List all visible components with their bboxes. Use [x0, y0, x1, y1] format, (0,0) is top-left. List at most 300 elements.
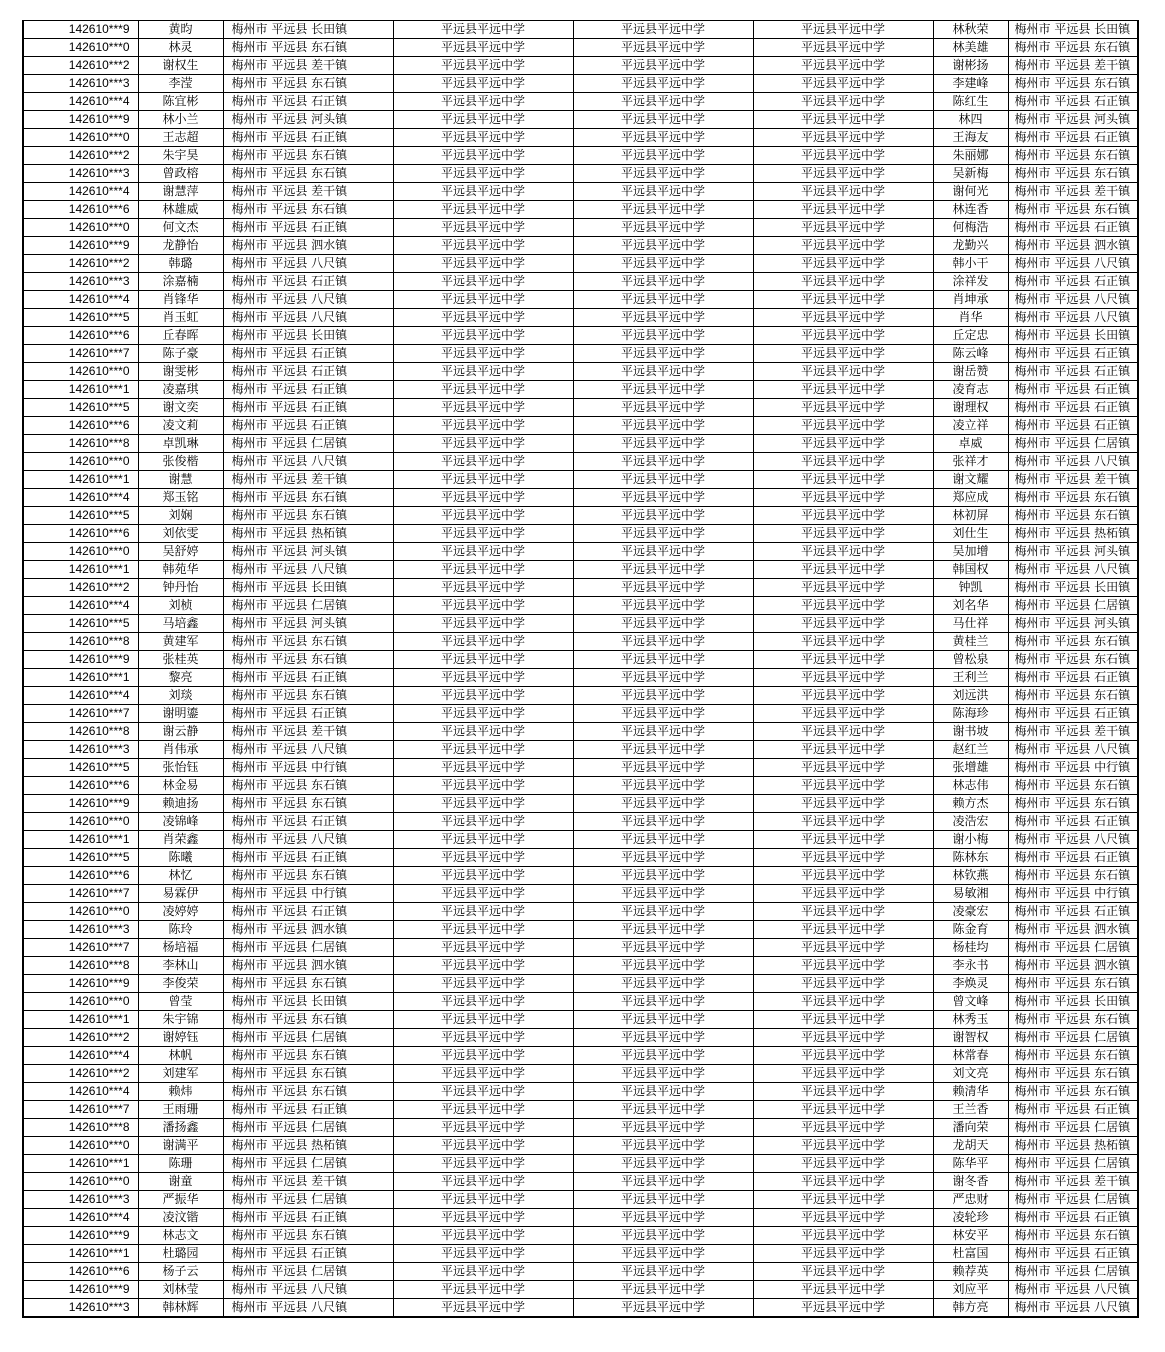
school-choice-3-cell: 平远县平远中学 — [753, 579, 933, 597]
school-choice-2-cell: 平远县平远中学 — [573, 921, 753, 939]
student-name-cell: 谢雯彬 — [138, 363, 223, 381]
school-choice-2-cell: 平远县平远中学 — [573, 669, 753, 687]
table-row — [23, 921, 1138, 939]
student-name-cell: 谢满平 — [138, 1137, 223, 1155]
table-row — [23, 93, 1138, 111]
guardian-address-cell: 梅州市 平远县 东石镇 — [1008, 39, 1138, 57]
guardian-address-cell: 梅州市 平远县 石正镇 — [1008, 903, 1138, 921]
table-row — [23, 1173, 1138, 1191]
school-choice-1-cell: 平远县平远中学 — [393, 1011, 573, 1029]
guardian-address-cell: 梅州市 平远县 热柘镇 — [1008, 1137, 1138, 1155]
student-address-cell: 梅州市 平远县 八尺镇 — [223, 1299, 393, 1318]
school-choice-2-cell: 平远县平远中学 — [573, 75, 753, 93]
guardian-name-cell: 吴加增 — [933, 543, 1008, 561]
table-row — [23, 813, 1138, 831]
school-choice-3-cell: 平远县平远中学 — [753, 1245, 933, 1263]
school-choice-1-cell: 平远县平远中学 — [393, 129, 573, 147]
guardian-name-cell: 张增雄 — [933, 759, 1008, 777]
student-name-cell: 凌锦峰 — [138, 813, 223, 831]
school-choice-3-cell: 平远县平远中学 — [753, 813, 933, 831]
school-choice-2-cell: 平远县平远中学 — [573, 219, 753, 237]
school-choice-3-cell: 平远县平远中学 — [753, 669, 933, 687]
school-choice-2-cell: 平远县平远中学 — [573, 201, 753, 219]
student-address-cell: 梅州市 平远县 八尺镇 — [223, 309, 393, 327]
student-name-cell: 杜璐园 — [138, 1245, 223, 1263]
table-row — [23, 525, 1138, 543]
school-choice-1-cell: 平远县平远中学 — [393, 399, 573, 417]
student-address-cell: 梅州市 平远县 石正镇 — [223, 903, 393, 921]
student-address-cell: 梅州市 平远县 热柘镇 — [223, 525, 393, 543]
table-body — [23, 21, 1138, 1318]
school-choice-2-cell: 平远县平远中学 — [573, 363, 753, 381]
guardian-address-cell: 梅州市 平远县 八尺镇 — [1008, 255, 1138, 273]
school-choice-3-cell: 平远县平远中学 — [753, 597, 933, 615]
table-row — [23, 237, 1138, 255]
school-choice-2-cell: 平远县平远中学 — [573, 327, 753, 345]
student-name-cell: 林金易 — [138, 777, 223, 795]
school-choice-3-cell: 平远县平远中学 — [753, 759, 933, 777]
school-choice-2-cell: 平远县平远中学 — [573, 903, 753, 921]
guardian-name-cell: 凌浩宏 — [933, 813, 1008, 831]
guardian-address-cell: 梅州市 平远县 石正镇 — [1008, 813, 1138, 831]
guardian-address-cell: 梅州市 平远县 泗水镇 — [1008, 957, 1138, 975]
school-choice-1-cell: 平远县平远中学 — [393, 795, 573, 813]
school-choice-3-cell: 平远县平远中学 — [753, 111, 933, 129]
guardian-name-cell: 韩小干 — [933, 255, 1008, 273]
guardian-address-cell: 梅州市 平远县 仁居镇 — [1008, 1263, 1138, 1281]
student-address-cell: 梅州市 平远县 仁居镇 — [223, 939, 393, 957]
school-choice-2-cell: 平远县平远中学 — [573, 975, 753, 993]
guardian-name-cell: 陈华平 — [933, 1155, 1008, 1173]
guardian-name-cell: 林常春 — [933, 1047, 1008, 1065]
guardian-address-cell: 梅州市 平远县 东石镇 — [1008, 1065, 1138, 1083]
school-choice-2-cell: 平远县平远中学 — [573, 273, 753, 291]
school-choice-3-cell: 平远县平远中学 — [753, 255, 933, 273]
student-id-cell: 142610***2 — [23, 579, 138, 597]
table-row — [23, 939, 1138, 957]
school-choice-3-cell: 平远县平远中学 — [753, 309, 933, 327]
student-address-cell: 梅州市 平远县 长田镇 — [223, 579, 393, 597]
student-id-cell: 142610***0 — [23, 453, 138, 471]
student-address-cell: 梅州市 平远县 东石镇 — [223, 147, 393, 165]
student-name-cell: 陈宜彬 — [138, 93, 223, 111]
table-row — [23, 345, 1138, 363]
school-choice-2-cell: 平远县平远中学 — [573, 993, 753, 1011]
guardian-name-cell: 杜富国 — [933, 1245, 1008, 1263]
school-choice-3-cell: 平远县平远中学 — [753, 345, 933, 363]
school-choice-3-cell: 平远县平远中学 — [753, 1299, 933, 1318]
student-id-cell: 142610***1 — [23, 381, 138, 399]
school-choice-3-cell: 平远县平远中学 — [753, 1119, 933, 1137]
school-choice-2-cell: 平远县平远中学 — [573, 453, 753, 471]
student-id-cell: 142610***0 — [23, 993, 138, 1011]
student-address-cell: 梅州市 平远县 石正镇 — [223, 345, 393, 363]
guardian-address-cell: 梅州市 平远县 东石镇 — [1008, 633, 1138, 651]
student-name-cell: 卓凯琳 — [138, 435, 223, 453]
school-choice-1-cell: 平远县平远中学 — [393, 453, 573, 471]
school-choice-3-cell: 平远县平远中学 — [753, 993, 933, 1011]
guardian-name-cell: 韩国权 — [933, 561, 1008, 579]
student-id-cell: 142610***9 — [23, 111, 138, 129]
school-choice-1-cell: 平远县平远中学 — [393, 597, 573, 615]
guardian-name-cell: 谢何光 — [933, 183, 1008, 201]
guardian-address-cell: 梅州市 平远县 仁居镇 — [1008, 1029, 1138, 1047]
student-address-cell: 梅州市 平远县 东石镇 — [223, 795, 393, 813]
guardian-address-cell: 梅州市 平远县 东石镇 — [1008, 147, 1138, 165]
student-id-cell: 142610***4 — [23, 1083, 138, 1101]
student-name-cell: 凌嘉琪 — [138, 381, 223, 399]
school-choice-2-cell: 平远县平远中学 — [573, 705, 753, 723]
school-choice-2-cell: 平远县平远中学 — [573, 687, 753, 705]
student-address-cell: 梅州市 平远县 八尺镇 — [223, 1281, 393, 1299]
guardian-address-cell: 梅州市 平远县 石正镇 — [1008, 219, 1138, 237]
school-choice-3-cell: 平远县平远中学 — [753, 975, 933, 993]
student-id-cell: 142610***4 — [23, 291, 138, 309]
school-choice-2-cell: 平远县平远中学 — [573, 1227, 753, 1245]
school-choice-1-cell: 平远县平远中学 — [393, 1245, 573, 1263]
guardian-name-cell: 赵红兰 — [933, 741, 1008, 759]
guardian-address-cell: 梅州市 平远县 石正镇 — [1008, 273, 1138, 291]
school-choice-3-cell: 平远县平远中学 — [753, 39, 933, 57]
guardian-name-cell: 林秀玉 — [933, 1011, 1008, 1029]
student-name-cell: 林小兰 — [138, 111, 223, 129]
school-choice-3-cell: 平远县平远中学 — [753, 219, 933, 237]
guardian-address-cell: 梅州市 平远县 石正镇 — [1008, 381, 1138, 399]
student-id-cell: 142610***8 — [23, 1119, 138, 1137]
school-choice-2-cell: 平远县平远中学 — [573, 399, 753, 417]
student-id-cell: 142610***6 — [23, 201, 138, 219]
student-address-cell: 梅州市 平远县 仁居镇 — [223, 1029, 393, 1047]
table-row — [23, 21, 1138, 39]
student-address-cell: 梅州市 平远县 石正镇 — [223, 129, 393, 147]
school-choice-3-cell: 平远县平远中学 — [753, 615, 933, 633]
guardian-address-cell: 梅州市 平远县 差干镇 — [1008, 1173, 1138, 1191]
school-choice-3-cell: 平远县平远中学 — [753, 237, 933, 255]
school-choice-2-cell: 平远县平远中学 — [573, 561, 753, 579]
guardian-name-cell: 谢书坡 — [933, 723, 1008, 741]
school-choice-1-cell: 平远县平远中学 — [393, 687, 573, 705]
student-id-cell: 142610***7 — [23, 939, 138, 957]
guardian-name-cell: 林美雄 — [933, 39, 1008, 57]
guardian-address-cell: 梅州市 平远县 热柘镇 — [1008, 525, 1138, 543]
school-choice-3-cell: 平远县平远中学 — [753, 867, 933, 885]
student-id-cell: 142610***0 — [23, 129, 138, 147]
guardian-name-cell: 林四 — [933, 111, 1008, 129]
student-id-cell: 142610***1 — [23, 831, 138, 849]
guardian-address-cell: 梅州市 平远县 石正镇 — [1008, 705, 1138, 723]
student-name-cell: 凌汶锴 — [138, 1209, 223, 1227]
table-row — [23, 1281, 1138, 1299]
school-choice-2-cell: 平远县平远中学 — [573, 1245, 753, 1263]
student-address-cell: 梅州市 平远县 河头镇 — [223, 111, 393, 129]
student-id-cell: 142610***6 — [23, 525, 138, 543]
guardian-address-cell: 梅州市 平远县 长田镇 — [1008, 579, 1138, 597]
student-id-cell: 142610***7 — [23, 1101, 138, 1119]
student-name-cell: 王志超 — [138, 129, 223, 147]
table-row — [23, 1263, 1138, 1281]
table-row — [23, 903, 1138, 921]
student-address-cell: 梅州市 平远县 热柘镇 — [223, 1137, 393, 1155]
table-row — [23, 1227, 1138, 1245]
guardian-name-cell: 龙勤兴 — [933, 237, 1008, 255]
student-address-cell: 梅州市 平远县 石正镇 — [223, 273, 393, 291]
student-name-cell: 赖炜 — [138, 1083, 223, 1101]
guardian-name-cell: 林钦燕 — [933, 867, 1008, 885]
school-choice-1-cell: 平远县平远中学 — [393, 507, 573, 525]
table-row — [23, 759, 1138, 777]
table-row — [23, 633, 1138, 651]
guardian-address-cell: 梅州市 平远县 东石镇 — [1008, 687, 1138, 705]
table-row — [23, 975, 1138, 993]
student-id-cell: 142610***1 — [23, 561, 138, 579]
student-address-cell: 梅州市 平远县 八尺镇 — [223, 741, 393, 759]
student-name-cell: 马培鑫 — [138, 615, 223, 633]
student-id-cell: 142610***0 — [23, 1137, 138, 1155]
guardian-address-cell: 梅州市 平远县 八尺镇 — [1008, 309, 1138, 327]
student-id-cell: 142610***6 — [23, 327, 138, 345]
school-choice-2-cell: 平远县平远中学 — [573, 957, 753, 975]
school-choice-1-cell: 平远县平远中学 — [393, 957, 573, 975]
school-choice-2-cell: 平远县平远中学 — [573, 309, 753, 327]
student-address-cell: 梅州市 平远县 河头镇 — [223, 543, 393, 561]
school-choice-1-cell: 平远县平远中学 — [393, 723, 573, 741]
school-choice-2-cell: 平远县平远中学 — [573, 849, 753, 867]
guardian-name-cell: 谢岳赞 — [933, 363, 1008, 381]
school-choice-1-cell: 平远县平远中学 — [393, 1173, 573, 1191]
guardian-name-cell: 涂祥发 — [933, 273, 1008, 291]
student-address-cell: 梅州市 平远县 泗水镇 — [223, 921, 393, 939]
school-choice-1-cell: 平远县平远中学 — [393, 381, 573, 399]
guardian-name-cell: 刘文亮 — [933, 1065, 1008, 1083]
table-row — [23, 1101, 1138, 1119]
student-address-cell: 梅州市 平远县 长田镇 — [223, 993, 393, 1011]
school-choice-2-cell: 平远县平远中学 — [573, 633, 753, 651]
school-choice-1-cell: 平远县平远中学 — [393, 993, 573, 1011]
school-choice-1-cell: 平远县平远中学 — [393, 435, 573, 453]
school-choice-1-cell: 平远县平远中学 — [393, 327, 573, 345]
school-choice-1-cell: 平远县平远中学 — [393, 309, 573, 327]
school-choice-1-cell: 平远县平远中学 — [393, 1119, 573, 1137]
table-row — [23, 867, 1138, 885]
guardian-address-cell: 梅州市 平远县 石正镇 — [1008, 363, 1138, 381]
school-choice-3-cell: 平远县平远中学 — [753, 165, 933, 183]
guardian-address-cell: 梅州市 平远县 河头镇 — [1008, 111, 1138, 129]
table-row — [23, 1065, 1138, 1083]
guardian-address-cell: 梅州市 平远县 八尺镇 — [1008, 1299, 1138, 1318]
guardian-name-cell: 易敏湘 — [933, 885, 1008, 903]
school-choice-1-cell: 平远县平远中学 — [393, 759, 573, 777]
guardian-name-cell: 陈云峰 — [933, 345, 1008, 363]
school-choice-3-cell: 平远县平远中学 — [753, 777, 933, 795]
school-choice-3-cell: 平远县平远中学 — [753, 561, 933, 579]
school-choice-3-cell: 平远县平远中学 — [753, 147, 933, 165]
school-choice-2-cell: 平远县平远中学 — [573, 129, 753, 147]
student-address-cell: 梅州市 平远县 东石镇 — [223, 201, 393, 219]
student-name-cell: 刘桢 — [138, 597, 223, 615]
student-address-cell: 梅州市 平远县 东石镇 — [223, 75, 393, 93]
school-choice-1-cell: 平远县平远中学 — [393, 291, 573, 309]
student-address-cell: 梅州市 平远县 石正镇 — [223, 399, 393, 417]
guardian-address-cell: 梅州市 平远县 八尺镇 — [1008, 831, 1138, 849]
guardian-name-cell: 黄桂兰 — [933, 633, 1008, 651]
school-choice-2-cell: 平远县平远中学 — [573, 39, 753, 57]
school-choice-1-cell: 平远县平远中学 — [393, 1281, 573, 1299]
guardian-address-cell: 梅州市 平远县 东石镇 — [1008, 651, 1138, 669]
student-name-cell: 曾莹 — [138, 993, 223, 1011]
student-name-cell: 张怡钰 — [138, 759, 223, 777]
school-choice-2-cell: 平远县平远中学 — [573, 237, 753, 255]
student-name-cell: 谢童 — [138, 1173, 223, 1191]
table-row — [23, 327, 1138, 345]
guardian-name-cell: 吴新梅 — [933, 165, 1008, 183]
guardian-name-cell: 谢理权 — [933, 399, 1008, 417]
school-choice-2-cell: 平远县平远中学 — [573, 1299, 753, 1318]
student-id-cell: 142610***5 — [23, 399, 138, 417]
student-name-cell: 赖迪扬 — [138, 795, 223, 813]
school-choice-3-cell: 平远县平远中学 — [753, 291, 933, 309]
student-id-cell: 142610***0 — [23, 813, 138, 831]
school-choice-3-cell: 平远县平远中学 — [753, 327, 933, 345]
table-row — [23, 147, 1138, 165]
school-choice-2-cell: 平远县平远中学 — [573, 1191, 753, 1209]
student-id-cell: 142610***0 — [23, 39, 138, 57]
student-name-cell: 张桂英 — [138, 651, 223, 669]
student-address-cell: 梅州市 平远县 东石镇 — [223, 1065, 393, 1083]
guardian-name-cell: 韩方亮 — [933, 1299, 1008, 1318]
student-address-cell: 梅州市 平远县 仁居镇 — [223, 597, 393, 615]
school-choice-1-cell: 平远县平远中学 — [393, 669, 573, 687]
student-name-cell: 李滢 — [138, 75, 223, 93]
guardian-address-cell: 梅州市 平远县 中行镇 — [1008, 885, 1138, 903]
guardian-address-cell: 梅州市 平远县 泗水镇 — [1008, 237, 1138, 255]
school-choice-3-cell: 平远县平远中学 — [753, 417, 933, 435]
guardian-name-cell: 肖华 — [933, 309, 1008, 327]
school-choice-1-cell: 平远县平远中学 — [393, 417, 573, 435]
student-name-cell: 谢云静 — [138, 723, 223, 741]
guardian-name-cell: 谢文耀 — [933, 471, 1008, 489]
school-choice-3-cell: 平远县平远中学 — [753, 1137, 933, 1155]
school-choice-3-cell: 平远县平远中学 — [753, 201, 933, 219]
table-row — [23, 1029, 1138, 1047]
table-row — [23, 957, 1138, 975]
school-choice-1-cell: 平远县平远中学 — [393, 363, 573, 381]
student-id-cell: 142610***3 — [23, 1191, 138, 1209]
student-id-cell: 142610***8 — [23, 633, 138, 651]
student-name-cell: 李林山 — [138, 957, 223, 975]
school-choice-2-cell: 平远县平远中学 — [573, 813, 753, 831]
school-choice-2-cell: 平远县平远中学 — [573, 1155, 753, 1173]
school-choice-3-cell: 平远县平远中学 — [753, 399, 933, 417]
guardian-name-cell: 卓威 — [933, 435, 1008, 453]
guardian-name-cell: 凌豪宏 — [933, 903, 1008, 921]
school-choice-1-cell: 平远县平远中学 — [393, 201, 573, 219]
guardian-name-cell: 刘仕生 — [933, 525, 1008, 543]
school-choice-1-cell: 平远县平远中学 — [393, 1209, 573, 1227]
guardian-address-cell: 梅州市 平远县 仁居镇 — [1008, 939, 1138, 957]
table-row — [23, 795, 1138, 813]
school-choice-3-cell: 平远县平远中学 — [753, 489, 933, 507]
student-address-cell: 梅州市 平远县 八尺镇 — [223, 255, 393, 273]
school-choice-3-cell: 平远县平远中学 — [753, 1083, 933, 1101]
school-choice-2-cell: 平远县平远中学 — [573, 651, 753, 669]
guardian-name-cell: 林秋荣 — [933, 21, 1008, 39]
table-row — [23, 561, 1138, 579]
school-choice-2-cell: 平远县平远中学 — [573, 381, 753, 399]
school-choice-1-cell: 平远县平远中学 — [393, 885, 573, 903]
school-choice-1-cell: 平远县平远中学 — [393, 777, 573, 795]
student-id-cell: 142610***4 — [23, 1047, 138, 1065]
student-id-cell: 142610***2 — [23, 147, 138, 165]
school-choice-3-cell: 平远县平远中学 — [753, 93, 933, 111]
student-name-cell: 谢慧 — [138, 471, 223, 489]
student-name-cell: 黄建军 — [138, 633, 223, 651]
table-row — [23, 507, 1138, 525]
table-row — [23, 129, 1138, 147]
table-row — [23, 381, 1138, 399]
guardian-address-cell: 梅州市 平远县 差干镇 — [1008, 57, 1138, 75]
guardian-name-cell: 陈红生 — [933, 93, 1008, 111]
guardian-name-cell: 龙胡天 — [933, 1137, 1008, 1155]
table-row — [23, 453, 1138, 471]
school-choice-1-cell: 平远县平远中学 — [393, 1191, 573, 1209]
student-name-cell: 陈子豪 — [138, 345, 223, 363]
school-choice-2-cell: 平远县平远中学 — [573, 1011, 753, 1029]
guardian-name-cell: 陈海珍 — [933, 705, 1008, 723]
guardian-address-cell: 梅州市 平远县 石正镇 — [1008, 345, 1138, 363]
guardian-name-cell: 张祥才 — [933, 453, 1008, 471]
student-address-cell: 梅州市 平远县 中行镇 — [223, 885, 393, 903]
school-choice-1-cell: 平远县平远中学 — [393, 651, 573, 669]
guardian-name-cell: 王利兰 — [933, 669, 1008, 687]
guardian-name-cell: 刘名华 — [933, 597, 1008, 615]
school-choice-3-cell: 平远县平远中学 — [753, 363, 933, 381]
school-choice-1-cell: 平远县平远中学 — [393, 903, 573, 921]
student-address-cell: 梅州市 平远县 东石镇 — [223, 1083, 393, 1101]
student-id-cell: 142610***6 — [23, 417, 138, 435]
school-choice-2-cell: 平远县平远中学 — [573, 435, 753, 453]
student-address-cell: 梅州市 平远县 东石镇 — [223, 507, 393, 525]
student-id-cell: 142610***9 — [23, 1227, 138, 1245]
student-address-cell: 梅州市 平远县 八尺镇 — [223, 831, 393, 849]
school-choice-3-cell: 平远县平远中学 — [753, 273, 933, 291]
enrollment-table — [22, 20, 1139, 1318]
guardian-address-cell: 梅州市 平远县 东石镇 — [1008, 1083, 1138, 1101]
guardian-address-cell: 梅州市 平远县 八尺镇 — [1008, 561, 1138, 579]
school-choice-2-cell: 平远县平远中学 — [573, 111, 753, 129]
student-id-cell: 142610***1 — [23, 471, 138, 489]
student-name-cell: 陈曦 — [138, 849, 223, 867]
guardian-name-cell: 谢冬香 — [933, 1173, 1008, 1191]
guardian-name-cell: 赖荐英 — [933, 1263, 1008, 1281]
guardian-address-cell: 梅州市 平远县 泗水镇 — [1008, 921, 1138, 939]
table-row — [23, 993, 1138, 1011]
student-id-cell: 142610***8 — [23, 957, 138, 975]
school-choice-3-cell: 平远县平远中学 — [753, 1227, 933, 1245]
student-address-cell: 梅州市 平远县 石正镇 — [223, 669, 393, 687]
student-address-cell: 梅州市 平远县 河头镇 — [223, 615, 393, 633]
student-id-cell: 142610***2 — [23, 1029, 138, 1047]
student-id-cell: 142610***0 — [23, 363, 138, 381]
table-row — [23, 435, 1138, 453]
school-choice-2-cell: 平远县平远中学 — [573, 831, 753, 849]
student-id-cell: 142610***4 — [23, 489, 138, 507]
school-choice-2-cell: 平远县平远中学 — [573, 615, 753, 633]
guardian-name-cell: 凌育志 — [933, 381, 1008, 399]
student-address-cell: 梅州市 平远县 仁居镇 — [223, 1263, 393, 1281]
school-choice-3-cell: 平远县平远中学 — [753, 543, 933, 561]
table-row — [23, 777, 1138, 795]
student-address-cell: 梅州市 平远县 长田镇 — [223, 327, 393, 345]
